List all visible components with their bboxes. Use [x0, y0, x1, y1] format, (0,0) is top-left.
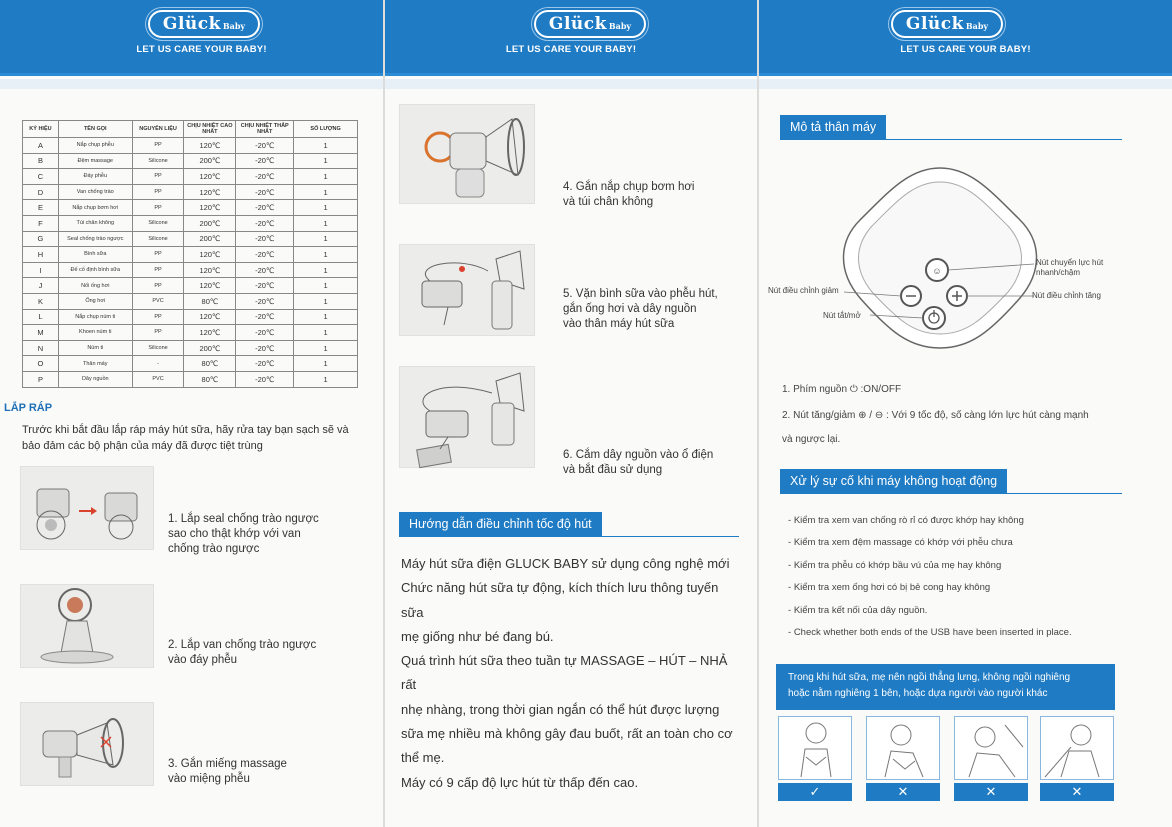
table-cell: -20℃	[236, 340, 294, 356]
table-row	[23, 215, 358, 231]
table-cell: PP	[132, 169, 184, 185]
table-cell: PP	[132, 309, 184, 325]
header-banner	[385, 0, 757, 76]
note-power-key: 1. Phím nguồn ⏻ :ON/OFF	[782, 384, 902, 395]
brand-tagline: LET US CARE YOUR BABY!	[136, 44, 267, 55]
table-row	[23, 231, 358, 247]
step6-illustration	[399, 366, 535, 468]
col-header: KÝ HIỆU	[23, 121, 59, 138]
table-cell: 200℃	[184, 215, 236, 231]
table-cell: Silicone	[132, 215, 184, 231]
brand-tagline: LET US CARE YOUR BABY!	[900, 44, 1031, 55]
posture-wrong-mark: ✕	[954, 783, 1028, 801]
body-desc-heading: Mô tả thân máy	[780, 115, 886, 139]
table-row	[23, 371, 358, 387]
table-row	[23, 278, 358, 294]
step3-caption: 3. Gắn miếng massage vào miệng phễu	[168, 758, 287, 785]
table-cell: Van chống trào	[58, 184, 132, 200]
banner-stripe	[385, 79, 757, 89]
table-cell: Seal chống trào ngược	[58, 231, 132, 247]
col-header: SỐ LƯỢNG	[294, 121, 358, 138]
posture-note: Trong khi hút sữa, mẹ nên ngồi thẳng lưng, không ngồi nghiêng hoặc nằm nghiêng 1 bên, hoặc dựa người vào người khác	[776, 664, 1115, 710]
table-cell: 80℃	[184, 356, 236, 372]
table-cell: 1	[294, 340, 358, 356]
banner-stripe	[759, 79, 1172, 89]
table-cell: Bình sữa	[58, 247, 132, 263]
table-cell: L	[23, 309, 59, 325]
table-row	[23, 169, 358, 185]
step4-caption: 4. Gắn nắp chụp bơm hơi và túi chân không	[563, 181, 695, 208]
table-cell: 1	[294, 371, 358, 387]
table-row	[23, 325, 358, 341]
table-cell: 120℃	[184, 169, 236, 185]
table-cell: J	[23, 278, 59, 294]
table-cell: 1	[294, 138, 358, 154]
table-cell: F	[23, 215, 59, 231]
step2-illustration	[20, 584, 154, 668]
brand-logo: Glück Baby	[891, 10, 1003, 38]
brand-tagline: LET US CARE YOUR BABY!	[505, 44, 637, 55]
body-desc-heading-rule	[780, 139, 1122, 140]
posture-illustration	[866, 716, 940, 780]
table-cell: -20℃	[236, 371, 294, 387]
speed-heading: Hướng dẫn điều chỉnh tốc độ hút	[399, 512, 602, 536]
table-cell: 1	[294, 231, 358, 247]
table-cell: C	[23, 169, 59, 185]
col-header: TÊN GỌI	[58, 121, 132, 138]
brand-logo: Glück Baby	[534, 10, 646, 38]
table-cell: Túi chân không	[58, 215, 132, 231]
table-cell: 1	[294, 293, 358, 309]
table-cell: -20℃	[236, 356, 294, 372]
list-item: - Kiểm tra phễu có khớp bầu vú của mẹ hay không	[788, 559, 1002, 571]
troubleshoot-heading-rule	[780, 493, 1122, 494]
table-cell: PP	[132, 262, 184, 278]
table-cell: PP	[132, 278, 184, 294]
table-cell: O	[23, 356, 59, 372]
note-speed-keys: 2. Nút tăng/giảm ⊕ / ⊖ : Với 9 tốc độ, số càng lớn lực hút càng mạnh	[782, 410, 1089, 421]
table-row	[23, 247, 358, 263]
table-cell: 200℃	[184, 153, 236, 169]
device-diagram	[830, 160, 1050, 360]
table-cell: Dây nguồn	[58, 371, 132, 387]
table-cell: Nắp chụp phễu	[58, 138, 132, 154]
list-item: - Check whether both ends of the USB have been inserted in place.	[788, 626, 1072, 638]
step5-caption: 5. Vặn bình sữa vào phễu hút, gắn ống hơi và dây nguồn vào thân máy hút sữa	[563, 288, 718, 330]
table-cell: 120℃	[184, 247, 236, 263]
step1-illustration	[20, 466, 154, 550]
table-cell: PVC	[132, 293, 184, 309]
table-cell: 1	[294, 184, 358, 200]
table-cell: 1	[294, 169, 358, 185]
table-cell: I	[23, 262, 59, 278]
table-cell: Silicone	[132, 340, 184, 356]
table-cell: -20℃	[236, 325, 294, 341]
panel-left	[0, 0, 383, 827]
col-header: CHỊU NHIỆT CAO NHẤT	[184, 121, 236, 138]
step4-illustration	[399, 104, 535, 204]
table-cell: 120℃	[184, 325, 236, 341]
step3-illustration	[20, 702, 154, 786]
table-cell: Đế cố định bình sữa	[58, 262, 132, 278]
table-cell: B	[23, 153, 59, 169]
table-cell: Núm ti	[58, 340, 132, 356]
step5-illustration	[399, 244, 535, 336]
table-cell: 1	[294, 325, 358, 341]
label-mode-button: Nút chuyển lực hút nhanh/chậm	[1036, 258, 1104, 277]
table-cell: P	[23, 371, 59, 387]
posture-illustration	[954, 716, 1028, 780]
table-cell: 1	[294, 247, 358, 263]
list-item: - Kiểm tra xem van chống rò rỉ có được khớp hay không	[788, 515, 1024, 526]
table-row	[23, 200, 358, 216]
table-cell: Thân máy	[58, 356, 132, 372]
table-cell: 1	[294, 262, 358, 278]
speed-paragraph: Máy hút sữa điện GLUCK BABY sử dụng công nghệ mới Chức năng hút sữa tự động, kích thích lưu thông tuyến sữa mẹ giống như bé đang bú. Quá trình hút sữa theo tuần tự MASSAGE – HÚT – NHẢ rất nhẹ nhàng, trong thời gian ngắn có thể hút được lượng sữa mẹ nhiều mà không gây đau buốt, rất an toàn cho cơ thể mẹ. Máy có 9 cấp độ lực hút từ thấp đến cao.	[401, 556, 733, 790]
troubleshoot-list	[788, 510, 1072, 644]
table-cell: 120℃	[184, 309, 236, 325]
table-row	[23, 340, 358, 356]
table-cell: -20℃	[236, 247, 294, 263]
col-header: NGUYÊN LIỆU	[132, 121, 184, 138]
table-cell: PVC	[132, 371, 184, 387]
table-cell: 80℃	[184, 293, 236, 309]
table-cell: 120℃	[184, 262, 236, 278]
table-row	[23, 153, 358, 169]
banner-stripe	[0, 79, 383, 89]
speed-heading-rule	[399, 536, 739, 537]
header-banner	[0, 0, 383, 76]
table-cell: 120℃	[184, 138, 236, 154]
table-cell: 80℃	[184, 371, 236, 387]
table-cell: -20℃	[236, 138, 294, 154]
table-cell: D	[23, 184, 59, 200]
table-cell: -	[132, 356, 184, 372]
step6-caption: 6. Cắm dây nguồn vào ổ điện và bắt đầu sử dụng	[563, 449, 714, 476]
assembly-intro: Trước khi bắt đầu lắp ráp máy hút sữa, hãy rửa tay bạn sạch sẽ và bảo đảm các bộ phận của máy đã được tiệt trùng	[22, 424, 349, 452]
table-cell: N	[23, 340, 59, 356]
table-cell: -20℃	[236, 278, 294, 294]
posture-wrong-mark: ✕	[1040, 783, 1114, 801]
table-row	[23, 309, 358, 325]
table-cell: 120℃	[184, 200, 236, 216]
troubleshoot-heading: Xử lý sự cố khi máy không hoạt động	[780, 469, 1007, 493]
table-cell: A	[23, 138, 59, 154]
label-decrease-button: Nút điều chỉnh giảm	[768, 286, 839, 295]
table-cell: PP	[132, 184, 184, 200]
table-cell: -20℃	[236, 231, 294, 247]
spec-table	[22, 120, 358, 388]
table-row	[23, 293, 358, 309]
label-increase-button: Nút điều chỉnh tăng	[1032, 291, 1101, 300]
list-item: - Kiểm tra xem đệm massage có khớp với phễu chưa	[788, 537, 1013, 549]
svg-text:☺: ☺	[932, 266, 942, 276]
table-cell: Ống hơi	[58, 293, 132, 309]
brand-logo: Glück Baby	[148, 10, 260, 38]
table-cell: 1	[294, 200, 358, 216]
step2-caption: 2. Lắp van chống trào ngược vào đáy phễu	[168, 639, 317, 666]
posture-wrong-mark: ✕	[866, 783, 940, 801]
table-cell: 1	[294, 356, 358, 372]
table-cell: 1	[294, 278, 358, 294]
table-cell: -20℃	[236, 215, 294, 231]
table-cell: -20℃	[236, 169, 294, 185]
col-header: CHỊU NHIỆT THẤP NHẤT	[236, 121, 294, 138]
table-cell: -20℃	[236, 200, 294, 216]
label-power-button: Nút tắt/mở	[823, 311, 861, 320]
table-cell: Đáy phễu	[58, 169, 132, 185]
table-cell: Khoen núm ti	[58, 325, 132, 341]
assembly-heading: LẮP RÁP	[4, 402, 53, 414]
table-cell: 200℃	[184, 231, 236, 247]
note-speed-keys-cont: và ngược lại.	[782, 434, 841, 445]
table-cell: E	[23, 200, 59, 216]
panel-middle	[385, 0, 757, 827]
list-item: - Kiểm tra kết nối của dây nguồn.	[788, 604, 928, 616]
header-banner	[759, 0, 1172, 76]
table-cell: G	[23, 231, 59, 247]
table-cell: -20℃	[236, 153, 294, 169]
table-cell: 1	[294, 309, 358, 325]
table-cell: -20℃	[236, 184, 294, 200]
table-row	[23, 138, 358, 154]
spec-table-header	[23, 121, 358, 138]
table-cell: 200℃	[184, 340, 236, 356]
table-cell: 120℃	[184, 278, 236, 294]
table-cell: K	[23, 293, 59, 309]
table-row	[23, 262, 358, 278]
table-cell: 1	[294, 215, 358, 231]
table-cell: H	[23, 247, 59, 263]
table-cell: PP	[132, 200, 184, 216]
table-cell: Đệm massage	[58, 153, 132, 169]
table-cell: Silicone	[132, 153, 184, 169]
table-cell: PP	[132, 138, 184, 154]
table-cell: Nắp chụp núm ti	[58, 309, 132, 325]
table-cell: Nắp chụp bơm hơi	[58, 200, 132, 216]
table-cell: -20℃	[236, 309, 294, 325]
step1-caption: 1. Lắp seal chống trào ngược sao cho thật khớp với van chống trào ngược	[168, 513, 319, 555]
table-cell: Silicone	[132, 231, 184, 247]
table-cell: PP	[132, 325, 184, 341]
list-item: - Kiểm tra xem ống hơi có bị bẻ cong hay không	[788, 582, 991, 594]
table-row	[23, 356, 358, 372]
table-cell: Nối ống hơi	[58, 278, 132, 294]
table-cell: 1	[294, 153, 358, 169]
table-cell: -20℃	[236, 293, 294, 309]
table-cell: 120℃	[184, 184, 236, 200]
table-cell: -20℃	[236, 262, 294, 278]
posture-illustration	[778, 716, 852, 780]
posture-correct-mark: ✓	[778, 783, 852, 801]
table-row	[23, 184, 358, 200]
table-cell: M	[23, 325, 59, 341]
table-cell: PP	[132, 247, 184, 263]
posture-illustration	[1040, 716, 1114, 780]
